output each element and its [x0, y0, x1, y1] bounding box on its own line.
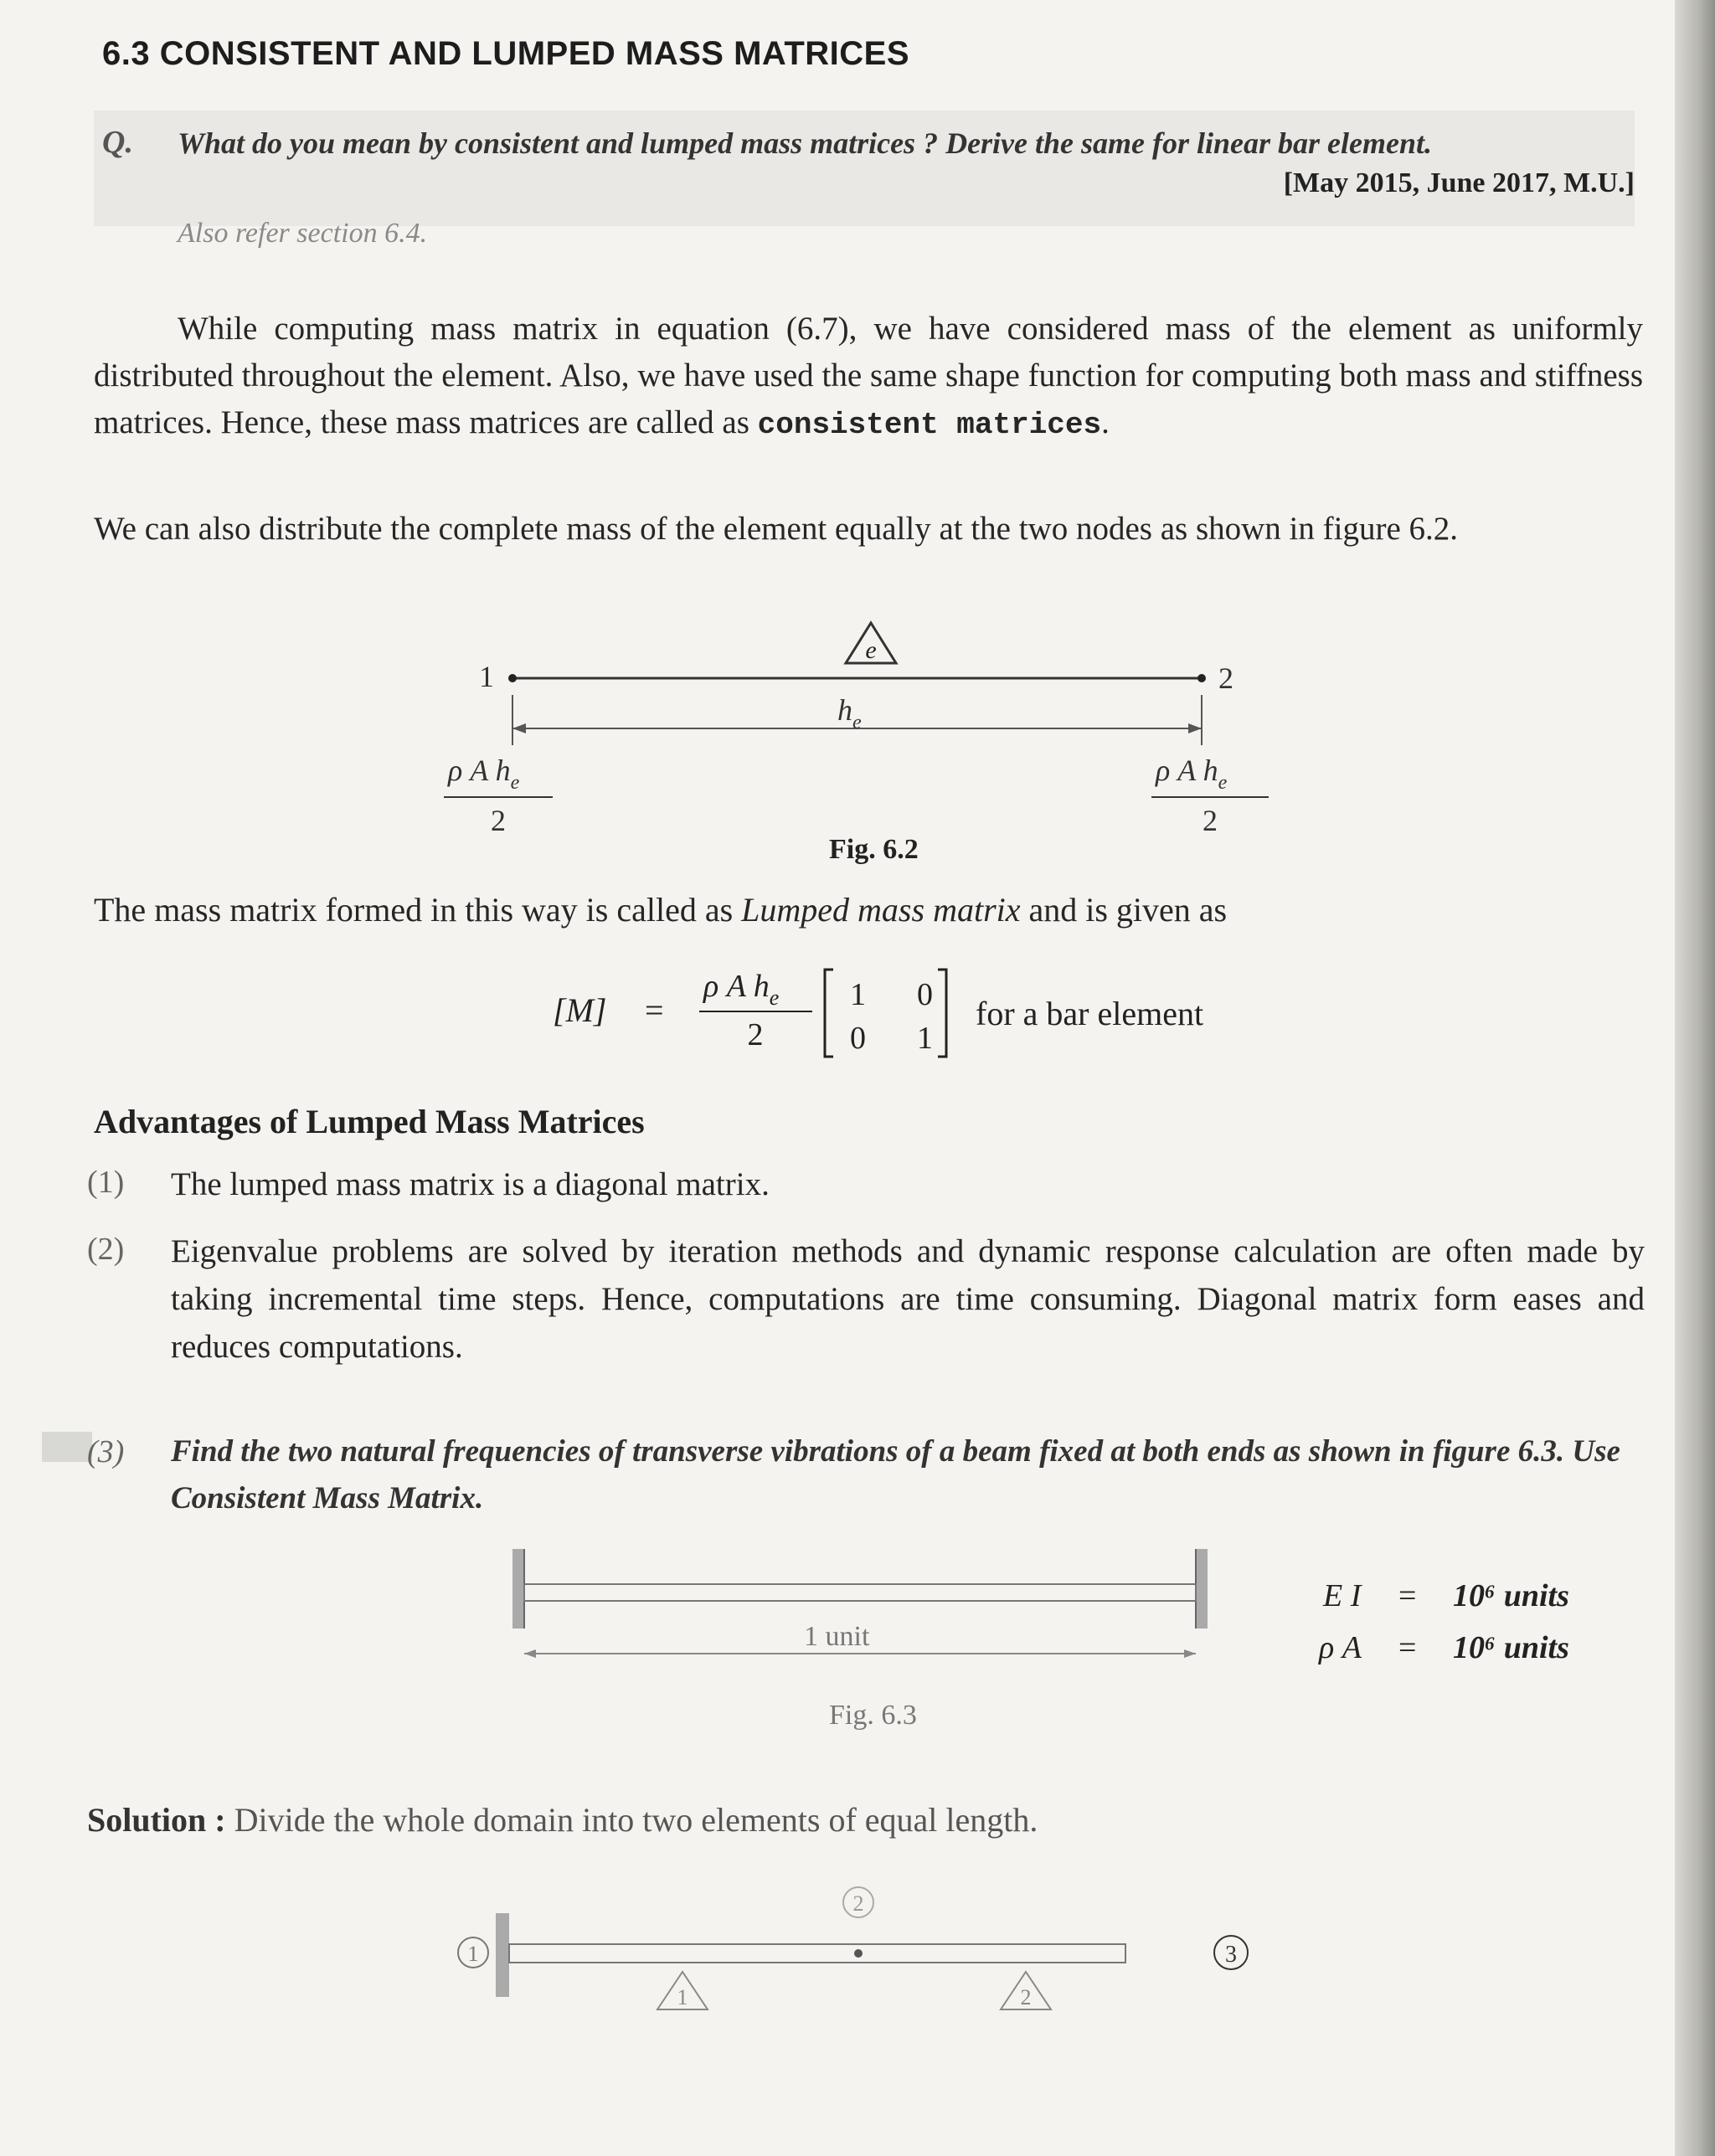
node-2-dot [1197, 674, 1206, 682]
paragraph-consistent [94, 306, 1643, 449]
solution-label: Solution : [87, 1801, 226, 1839]
figure-6-3 [494, 1541, 1248, 1658]
length-label: $h_e$ [837, 693, 862, 733]
svg-text:2: 2 [1020, 1985, 1032, 2009]
right-fixed-support-icon [1196, 1549, 1208, 1629]
unit-length-label: 1 unit [804, 1621, 870, 1652]
solution-figure [444, 1876, 1281, 2026]
advantage-2-text: Eigenvalue problems are solved by iteration methods and dynamic response calculation are often made by taking incremental time steps. Hence, computations are time consuming. Diagonal matrix form eases and reduces computations. [171, 1233, 1645, 1365]
svg-text:3: 3 [1225, 1942, 1237, 1968]
lumped-sentence-start: The mass matrix formed in this way is called as [94, 891, 742, 929]
fixed-support-icon [496, 1913, 509, 1997]
question-text: What do you mean by consistent and lumped mass matrices ? Derive the same for linear bar element. [178, 126, 1432, 160]
q3-text: Find the two natural frequencies of transverse vibrations of a beam fixed at both ends as shown in figure 6.3. Use Consistent Mass Matrix. [171, 1434, 1620, 1515]
lumped-mass-matrix-term: Lumped mass matrix [741, 891, 1021, 929]
figure-6-3-caption: Fig. 6.3 [829, 1700, 917, 1731]
rhoa-value: 10⁶ units [1453, 1630, 1569, 1665]
ei-equals: = [1398, 1578, 1417, 1613]
right-mass-numerator: ρ A $h_e$ [1156, 754, 1228, 794]
also-refer-note: Also refer section 6.4. [178, 218, 428, 249]
question-mark: Q. [102, 125, 133, 160]
lumped-matrix-equation [544, 955, 1340, 1072]
advantages-title: Advantages of Lumped Mass Matrices [94, 1103, 645, 1140]
solution-line [87, 1800, 1038, 1840]
q3-num: (3) [87, 1434, 125, 1469]
matrix-m12: 0 [917, 977, 933, 1012]
node-2-label: 2 [1218, 661, 1233, 695]
matrix-m11: 1 [850, 977, 866, 1012]
right-mass-denominator: 2 [1203, 804, 1218, 837]
paragraph-lumped-intro: We can also distribute the complete mass of the element equally at the two nodes as shown in figure 6.2. [94, 511, 1459, 547]
matrix-frac-den: 2 [747, 1017, 764, 1052]
svg-text:2: 2 [852, 1891, 864, 1916]
lumped-sentence-end: and is given as [1020, 891, 1228, 929]
paragraph-consistent-text: While computing mass matrix in equation (6.7), we have considered mass of the element as uniformly distributed throughout the element. Also, we have used the same shape function for computing both mass and stiffness matrices. Hence, these mass matrices are called as [94, 311, 1643, 440]
ei-lhs: E I [1323, 1578, 1362, 1613]
node-1-dot [508, 674, 517, 682]
matrix-equals: = [645, 991, 664, 1029]
question-reference: [May 2015, June 2017, M.U.] [1283, 167, 1635, 198]
rhoa-equals: = [1398, 1630, 1417, 1665]
matrix-lhs: [M] [553, 991, 607, 1029]
solution-text: Divide the whole domain into two elements of equal length. [234, 1801, 1038, 1839]
advantage-1-text: The lumped mass matrix is a diagonal matrix. [171, 1166, 770, 1202]
left-fixed-support-icon [512, 1549, 524, 1629]
ei-value: 10⁶ units [1453, 1578, 1569, 1613]
rhoa-lhs: ρ A [1319, 1630, 1362, 1665]
paragraph-consistent-end: . [1101, 404, 1110, 440]
matrix-m22: 1 [917, 1021, 933, 1056]
fixed-beam [524, 1584, 1196, 1601]
consistent-matrices-term: consistent matrices [757, 408, 1102, 442]
book-binding-edge [1675, 0, 1715, 2156]
node-1-label: 1 [479, 660, 494, 693]
left-mass-numerator: ρ A $h_e$ [448, 754, 520, 794]
element-label: e [865, 636, 877, 664]
lumped-matrix-sentence [94, 890, 1227, 929]
node-2-dot [854, 1949, 863, 1958]
q3-margin-strip [42, 1432, 92, 1462]
section-heading: 6.3 CONSISTENT AND LUMPED MASS MATRICES [102, 35, 910, 72]
two-element-beam [509, 1944, 1125, 1963]
matrix-m21: 0 [850, 1021, 866, 1056]
figure-6-2-caption: Fig. 6.2 [829, 834, 919, 865]
advantage-2-num: (2) [87, 1232, 125, 1267]
matrix-suffix: for a bar element [976, 995, 1204, 1032]
svg-text:1: 1 [467, 1942, 479, 1966]
left-mass-denominator: 2 [491, 804, 506, 837]
svg-text:1: 1 [677, 1985, 688, 2009]
advantage-1-num: (1) [87, 1165, 125, 1200]
matrix-frac-num: ρ A $h_e$ [703, 969, 780, 1010]
